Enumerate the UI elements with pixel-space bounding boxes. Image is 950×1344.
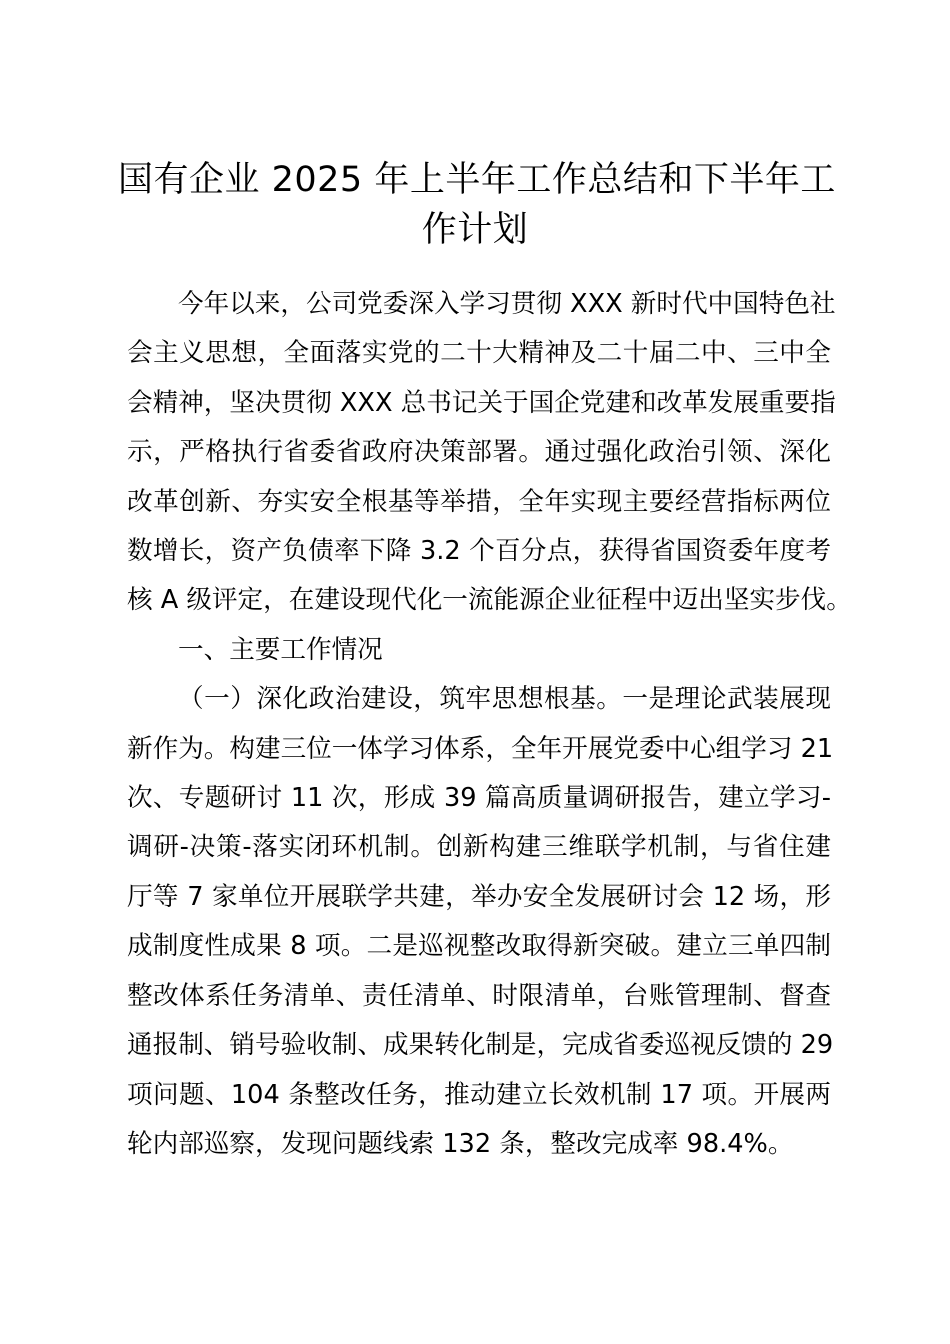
paragraph-2-line-7: 整改体系任务清单、责任清单、时限清单，台账管理制、督查: [127, 981, 831, 1011]
paragraph-2-line-10: 轮内部巡察，发现问题线索 132 条，整改完成率 98.4%。: [127, 1129, 794, 1159]
paragraph-2-line-3: 次、专题研讨 11 次，形成 39 篇高质量调研报告，建立学习-: [127, 783, 831, 813]
paragraph-2-line-6: 成制度性成果 8 项。二是巡视整改取得新突破。建立三单四制: [127, 931, 831, 961]
paragraph-1-line-1: 今年以来，公司党委深入学习贯彻 XXX 新时代中国特色社: [178, 289, 836, 319]
paragraph-1-line-4: 示，严格执行省委省政府决策部署。通过强化政治引领、深化: [127, 437, 831, 467]
paragraph-2-line-2: 新作为。构建三位一体学习体系，全年开展党委中心组学习 21: [127, 734, 834, 764]
section-heading-1: 一、主要工作情况: [178, 635, 383, 665]
paragraph-1-line-3: 会精神，坚决贯彻 XXX 总书记关于国企党建和改革发展重要指: [127, 388, 836, 418]
paragraph-2-line-9: 项问题、104 条整改任务，推动建立长效机制 17 项。开展两: [127, 1080, 831, 1110]
paragraph-2-line-5: 厅等 7 家单位开展联学共建，举办安全发展研讨会 12 场，形: [127, 882, 831, 912]
title-line-2: 作计划: [421, 210, 529, 250]
paragraph-1-line-5: 改革创新、夯实安全根基等举措，全年实现主要经营指标两位: [127, 487, 831, 517]
paragraph-2-line-8: 通报制、销号验收制、成果转化制是，完成省委巡视反馈的 29: [127, 1030, 834, 1060]
paragraph-2-line-1: （一）深化政治建设，筑牢思想根基。一是理论武装展现: [178, 684, 831, 714]
paragraph-1-line-2: 会主义思想，全面落实党的二十大精神及二十届二中、三中全: [127, 338, 831, 368]
paragraph-2-line-4: 调研-决策-落实闭环机制。创新构建三维联学机制，与省住建: [127, 832, 831, 862]
paragraph-1-line-7: 核 A 级评定，在建设现代化一流能源企业征程中迈出坚实步伐。: [127, 585, 852, 615]
title-line-1: 国有企业 2025 年上半年工作总结和下半年工: [118, 160, 836, 200]
document-title: [118, 155, 836, 255]
paragraph-1-line-6: 数增长，资产负债率下降 3.2 个百分点，获得省国资委年度考: [127, 536, 831, 566]
